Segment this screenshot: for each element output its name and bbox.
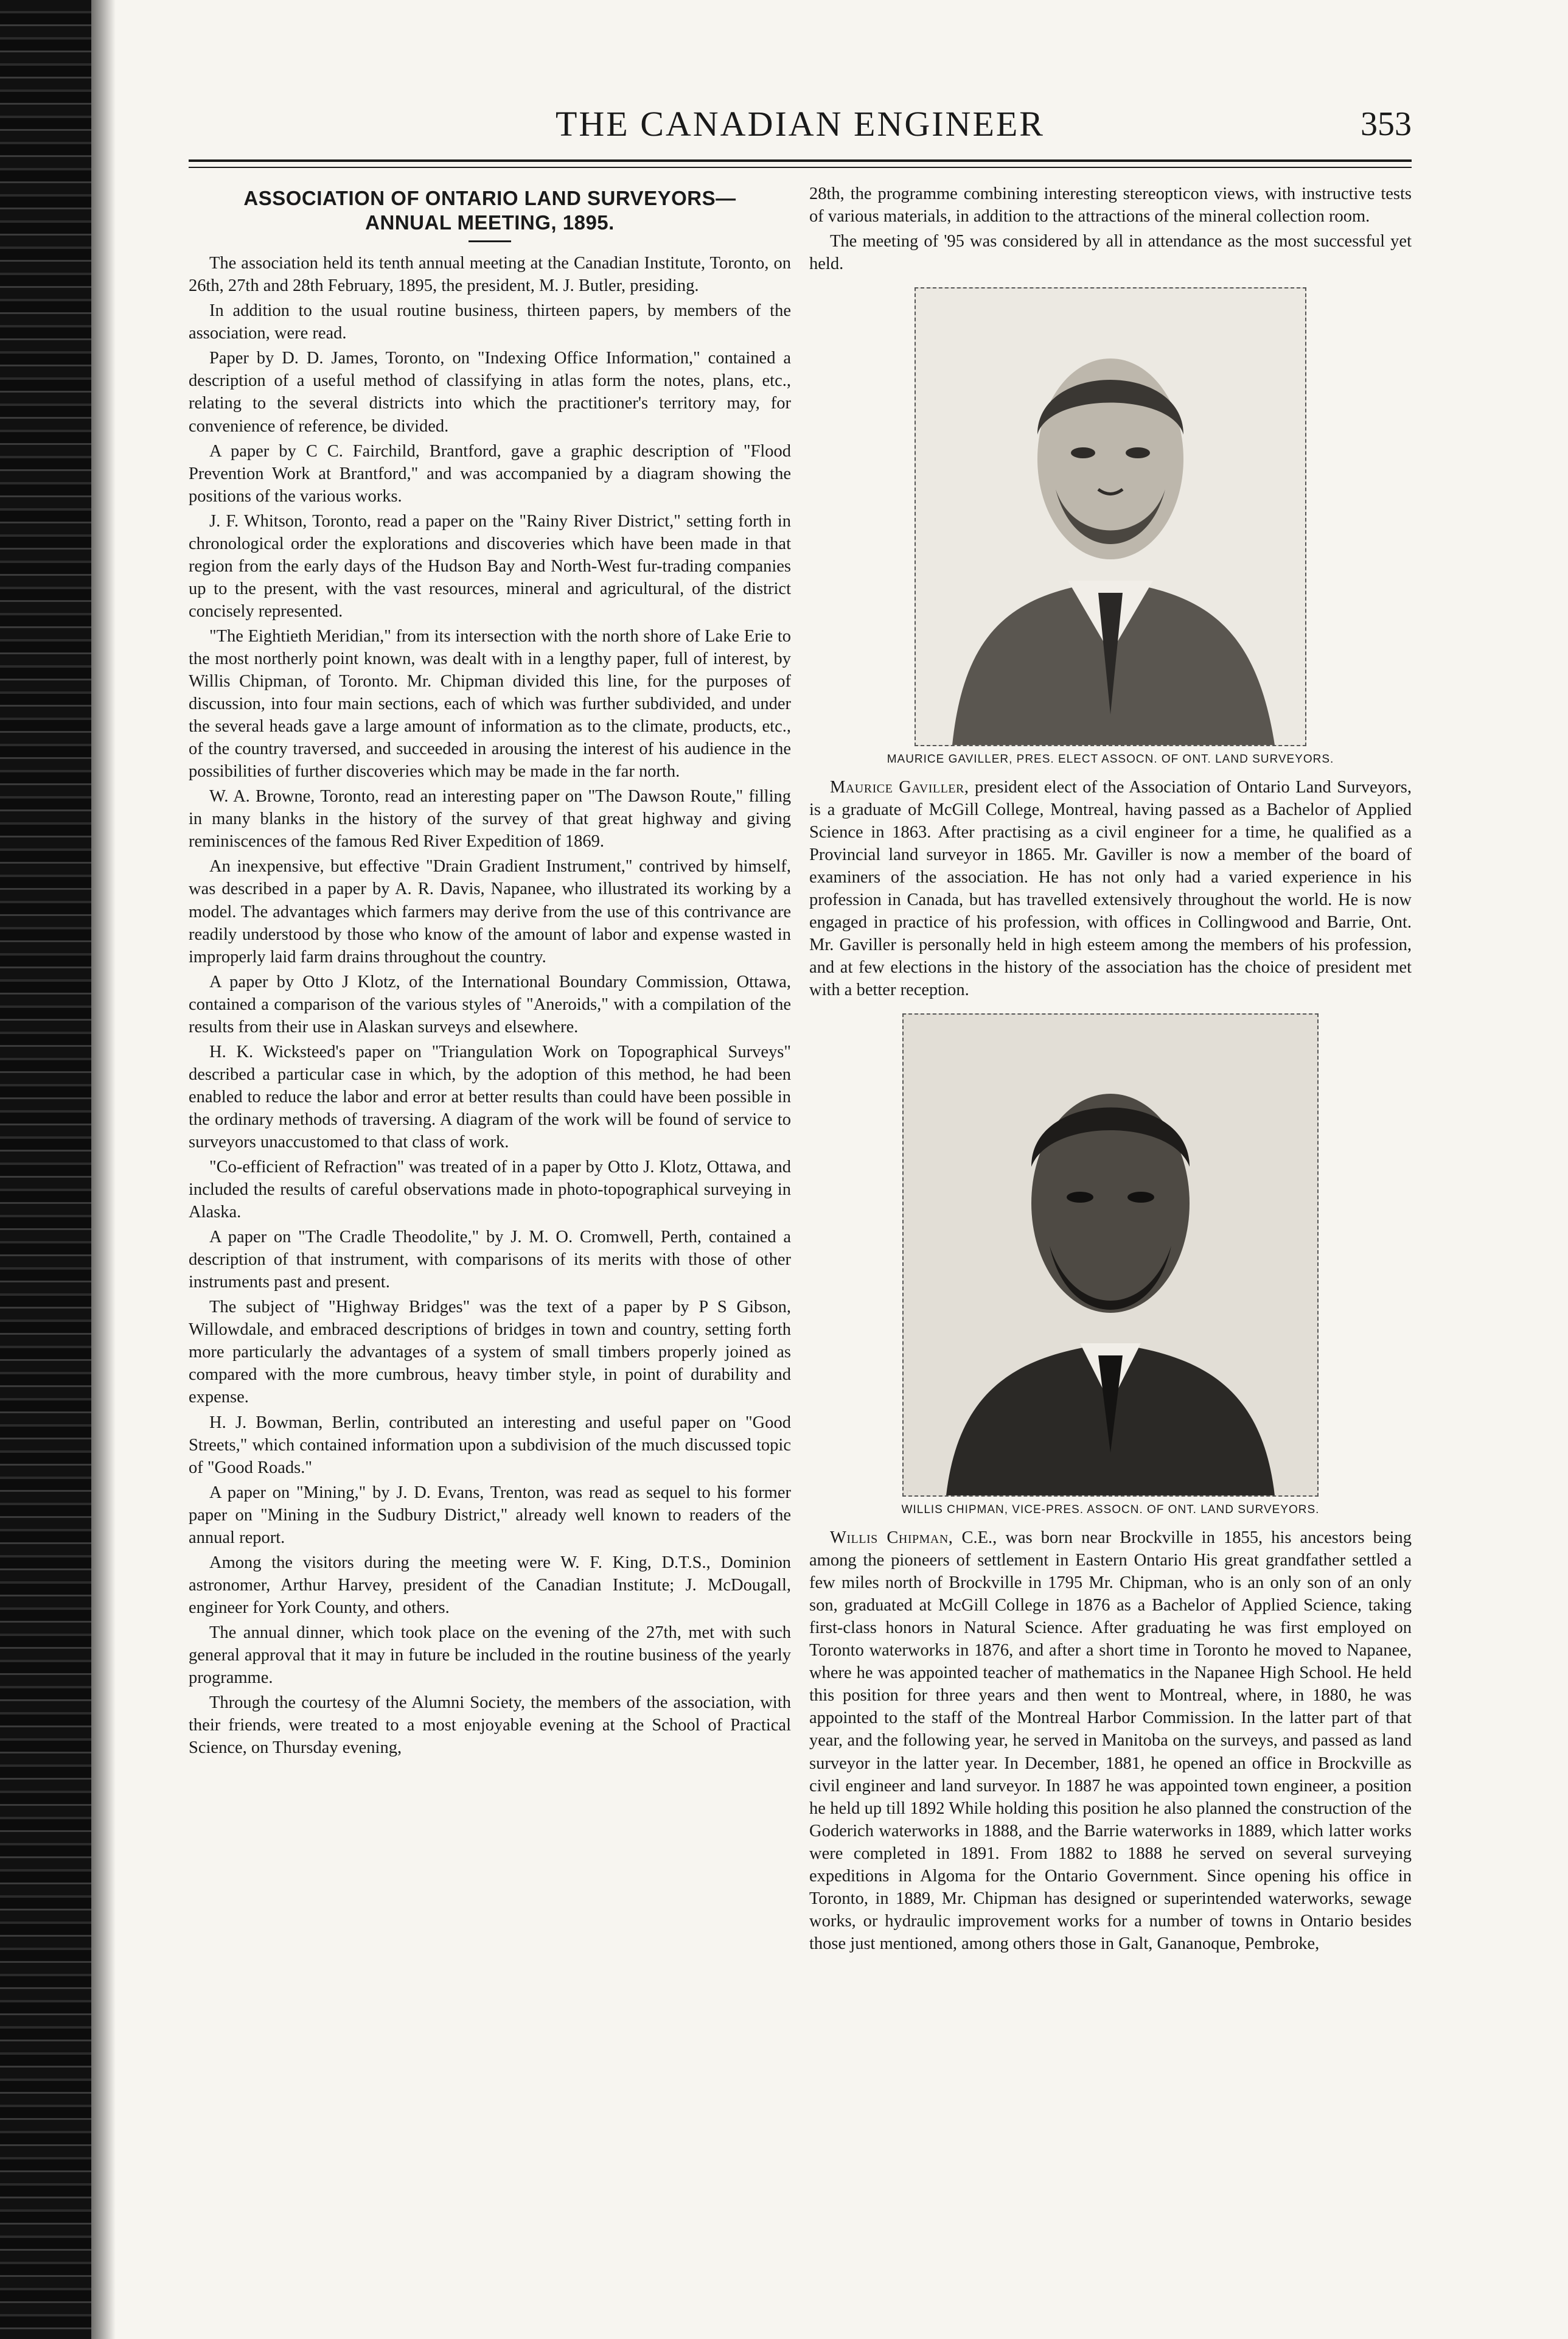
paragraph: In addition to the usual routine business, thirteen papers, by members of the association, were read. — [189, 301, 791, 343]
book-binding-edge — [0, 0, 91, 2339]
header-rule-thin — [189, 167, 1412, 168]
paragraph: An inexpensive, but effective "Drain Gradient Instrument," contrived by himself, was described in a paper by A. R. Davis, Napanee, who illustrated its working by a model. The advantages which farmers may derive from the use of this contrivance are readily understood by those who know of the amount of labor and expense wasted in improperly laid farm drains throughout the country. — [189, 857, 791, 967]
paragraph: H. K. Wicksteed's paper on "Triangulation Work on Topographical Surveys" described a particular case in which, by the adoption of this method, he had been enabled to reduce the labor and error at better results than could have been possible in the ordinary methods of traversing. A diagram of the work will be found of service to surveyors unaccustomed to that class of work. — [189, 1042, 791, 1152]
paragraph: Among the visitors during the meeting were W. F. King, D.T.S., Dominion astronomer, Arthur Harvey, president of the Canadian Institute; J. McDougall, engineer for York County, and others. — [189, 1553, 791, 1617]
bio-text-chipman: C.E., was born near Brockville in 1855, his ancestors being among the pioneers of settlement in Eastern Ontario His great grandfather settled a few miles north of Brockville in 1795 Mr. Chipman, who is an only son of an only son, graduated at McGill College in 1876 as a Bachelor of Applied Science, taking first-class honors in Natural Science. After graduating he was first employed on Toronto waterworks in 1876, and after a short time in Toronto he moved to Napanee, where he was appointed teacher of mathematics in the Napanee High School. He held this position for three years and then went to Montreal, where, in 1880, he was appointed to the staff of the Montreal Harbor Commission. In the latter part of that year, and the following year, he served in Manitoba on the surveys, and passed as land surveyor in the latter year. In December, 1881, he opened an office in Brockville as civil engineer and land surveyor. In 1887 he was appointed town engineer, a position he held up till 1892 While holding this position he also planned the construction of the Goderich waterworks in 1888, and the Barrie waterworks in 1889, which latter works were completed in 1891. From 1882 to 1888 he served on several surveying expeditions in Algoma for the Ontario Government. Since opening his office in Toronto, in 1889, Mr. Chipman has designed or superintended waterworks, sewage works, or hydraulic improvement works for a number of towns in Ontario besides those just mentioned, among others those in Galt, Gananoque, Pembroke, — [809, 1528, 1412, 1953]
article-title-line2: ANNUAL MEETING, 1895. — [365, 211, 615, 234]
page-number: 353 — [1361, 105, 1412, 143]
portrait-gaviller — [915, 287, 1306, 746]
paragraph: "Co-efficient of Refraction" was treated of in a paper by Otto J. Klotz, Ottawa, and included the results of careful observations made in photo-topographical surveying in Alaska. — [189, 1158, 791, 1222]
paragraph: A paper by C C. Fairchild, Brantford, gave a graphic description of "Flood Prevention Work at Brantford," and was accompanied by a diagram showing the positions of the various works. — [189, 441, 791, 506]
running-title: THE CANADIAN ENGINEER — [555, 104, 1045, 144]
portrait-chipman-drawing — [904, 1015, 1317, 1495]
paragraph: H. J. Bowman, Berlin, contributed an interesting and useful paper on "Good Streets," which contained information upon a subdivision of the much discussed topic of "Good Roads." — [189, 1413, 791, 1477]
title-divider — [469, 240, 511, 242]
article-title — [189, 186, 791, 234]
header-rule — [189, 159, 1412, 162]
paragraph: The meeting of '95 was considered by all in attendance as the most successful yet held. — [809, 232, 1412, 274]
paragraph-continuation: 28th, the programme combining interesting stereopticon views, with instructive tests of various materials, in addition to the attractions of the mineral collection room. — [809, 184, 1412, 226]
paragraph: The association held its tenth annual meeting at the Canadian Institute, Toronto, on 26th, 27th and 28th February, 1895, the president, M. J. Butler, presiding. — [189, 254, 791, 296]
bio-text-gaviller: president elect of the Association of Ontario Land Surveyors, is a graduate of McGill College, Montreal, having passed as a Bachelor of Applied Science in 1863. After practising as a civil engineer for a time, he qualified as a Provincial land surveyor in 1865. Mr. Gaviller is now a member of the board of examiners of the association. He has not only had a varied experience in his profession in Canada, but has travelled extensively throughout the world. He is now engaged in practice of his profession, with offices in Collingwood and Barrie, Ont. Mr. Gaviller is personally held in high esteem among the members of his profession, and at few elections in the history of the association has the choice of president met with a better reception. — [809, 777, 1412, 1000]
right-column — [809, 183, 1412, 1957]
biography-gaviller — [809, 776, 1412, 1001]
paragraph: The annual dinner, which took place on the evening of the 27th, met with such general approval that it may in future be included in the routine business of the yearly programme. — [189, 1623, 791, 1688]
paragraph: J. F. Whitson, Toronto, read a paper on the "Rainy River District," setting forth in chronological order the explorations and discoveries which have been made in that region from the early days of the Hudson Bay and North-West fur-trading companies up to the present, with the vast resources, mineral and agricultural, of the district concisely represented. — [189, 511, 791, 621]
portrait-gaviller-drawing — [916, 288, 1305, 745]
paragraph: Paper by D. D. James, Toronto, on "Indexing Office Information," contained a description of a useful method of classifying in atlas form the notes, plans, etc., relating to the several districts into which the practitioner's territory may, for convenience of reference, be divided. — [189, 349, 791, 436]
article-title-line1: ASSOCIATION OF ONTARIO LAND SURVEYORS— — [243, 187, 736, 209]
biography-chipman — [809, 1526, 1412, 1955]
paragraph: A paper on "Mining," by J. D. Evans, Trenton, was read as sequel to his former paper on "Mining in the Sudbury District," already well known to readers of the annual report. — [189, 1483, 791, 1547]
page-header — [189, 103, 1412, 152]
paragraph: "The Eightieth Meridian," from its intersection with the north shore of Lake Erie to the most northerly point known, was dealt with in a lengthy paper, full of interest, by Willis Chipman, of Toronto. Mr. Chipman divided this line, for the purposes of discussion, into four main sections, each of which was further subdivided, and under the several heads gave a large amount of information as to the climate, products, etc., of the country traversed, and succeeded in arousing the interest of his audience in the possibilities of further discoveries which may be made in the far north. — [189, 626, 791, 781]
portrait-caption-chipman: WILLIS CHIPMAN, VICE-PRES. ASSOCN. OF ONT. LAND SURVEYORS. — [901, 1503, 1320, 1517]
paragraph: Through the courtesy of the Alumni Society, the members of the association, with their friends, were treated to a most enjoyable evening at the School of Practical Science, on Thursday evening, — [189, 1693, 791, 1758]
paragraph: W. A. Browne, Toronto, read an interesting paper on "The Dawson Route," filling in many blanks in the history of the survey of that great highway and giving reminiscences of the famous Red River Expedition of 1869. — [189, 787, 791, 851]
portrait-chipman — [902, 1013, 1319, 1497]
bio-name-gaviller: Maurice Gaviller, — [830, 777, 969, 797]
paragraph: A paper by Otto J Klotz, of the International Boundary Commission, Ottawa, contained a comparison of the various styles of "Aneroids," with a compilation of the results from their use in Alaskan surveys and elsewhere. — [189, 972, 791, 1037]
paragraph: The subject of "Highway Bridges" was the text of a paper by P S Gibson, Willowdale, and embraced descriptions of bridges in town and country, setting forth more particularly the advantages of a system of small timbers properly joined as compared with the more cumbrous, heavy timber style, in point of durability and expense. — [189, 1298, 791, 1407]
left-column — [189, 183, 791, 1761]
paragraph: A paper on "The Cradle Theodolite," by J. M. O. Cromwell, Perth, contained a description of that instrument, with comparisons of its merits with those of other instruments past and present. — [189, 1228, 791, 1292]
bio-name-chipman: Willis Chipman, — [830, 1528, 953, 1548]
portrait-caption-gaviller: MAURICE GAVILLER, PRES. ELECT ASSOCN. OF ONT. LAND SURVEYORS. — [887, 753, 1334, 766]
